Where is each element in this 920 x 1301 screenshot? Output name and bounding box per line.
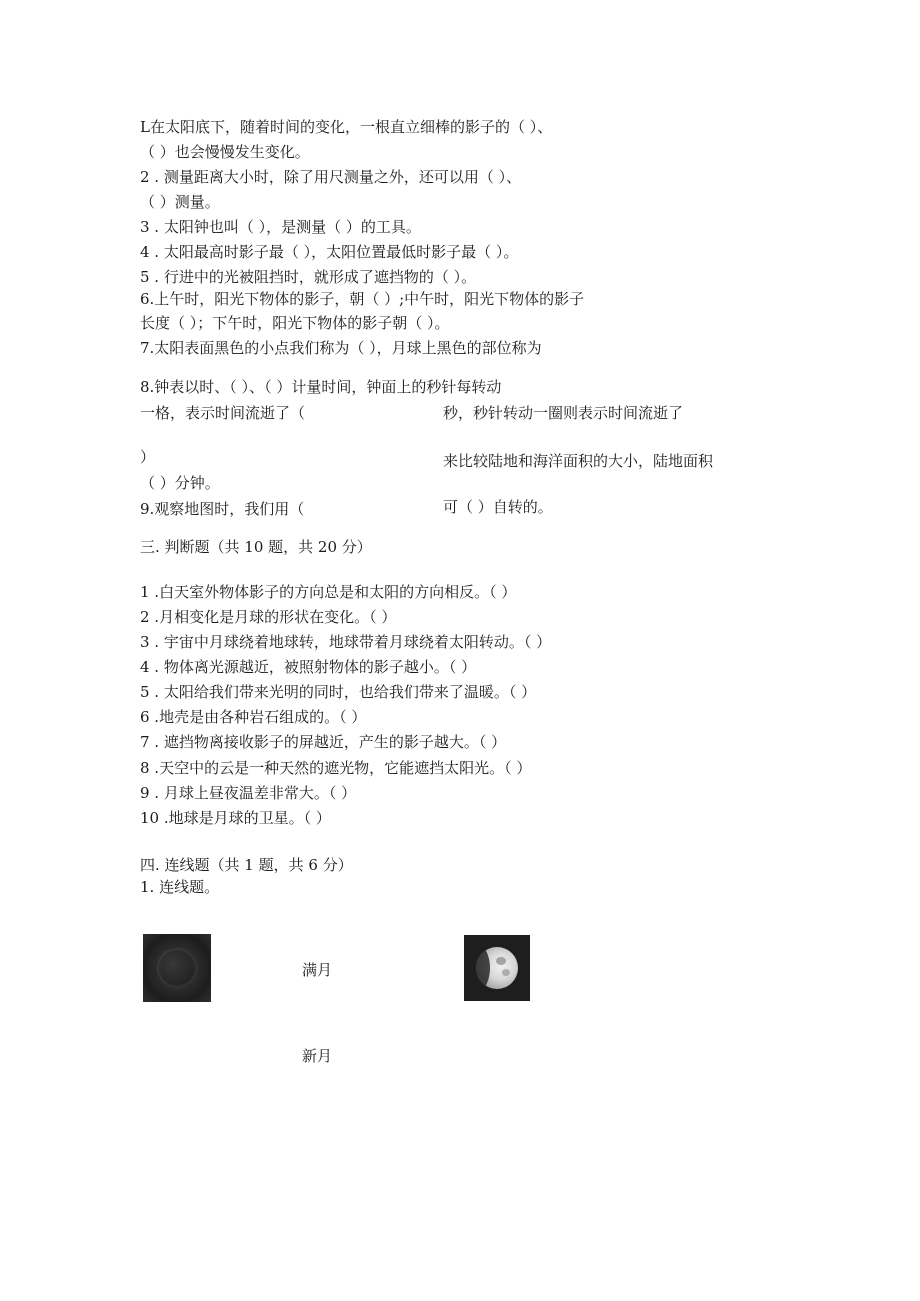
question-8-line-2-right: 秒，秒针转动一圈则表示时间流逝了: [443, 404, 684, 422]
question-7: 7.太阳表面黑色的小点我们称为（ ），月球上黑色的部位称为: [140, 339, 542, 357]
judge-item: 4 . 物体离光源越近，被照射物体的影子越小。（ ）: [140, 658, 477, 676]
question-3: 3 . 太阳钟也叫（ ），是测量（ ）的工具。: [140, 218, 421, 236]
matching-question: 1. 连线题。: [140, 878, 220, 896]
label-new-moon: 新月: [302, 1047, 333, 1065]
question-2-line-2: （ ）测量。: [140, 193, 220, 211]
judge-item: 9 . 月球上昼夜温差非常大。（ ）: [140, 784, 357, 802]
question-1-line-1: L在太阳底下，随着时间的变化，一根直立细棒的影子的（ ）、: [140, 118, 553, 136]
question-9-continuation: 来比较陆地和海洋面积的大小，陆地面积: [443, 452, 714, 470]
question-5: 5 . 行进中的光被阻挡时，就形成了遮挡物的（ ）。: [140, 268, 477, 286]
section-3-title: 三. 判断题（共 10 题，共 20 分）: [140, 538, 372, 556]
judge-item: 5 . 太阳给我们带来光明的同时，也给我们带来了温暖。（ ）: [140, 683, 537, 701]
question-1-line-2: （ ）也会慢慢发生变化。: [140, 143, 310, 161]
question-6-line-2: 长度（ ）；下午时，阳光下物体的影子朝（ ）。: [140, 314, 450, 332]
question-8-line-3: ）: [140, 448, 156, 466]
judge-item: 2 .月相变化是月球的形状在变化。（ ）: [140, 608, 397, 626]
question-4: 4 . 太阳最高时影子最（ ），太阳位置最低时影子最（ ）。: [140, 243, 519, 261]
judge-item: 7 . 遮挡物离接收影子的屏越近，产生的影子越大。（ ）: [140, 733, 507, 751]
judge-item: 8 .天空中的云是一种天然的遮光物，它能遮挡太阳光。（ ）: [140, 759, 532, 777]
judge-item: 10 .地球是月球的卫星。（ ）: [140, 809, 331, 827]
judge-item: 1 .白天室外物体影子的方向总是和太阳的方向相反。（ ）: [140, 583, 517, 601]
question-2-line-1: 2 . 测量距离大小时，除了用尺测量之外，还可以用（ ）、: [140, 168, 522, 186]
question-9-right: 可（ ）自转的。: [443, 498, 553, 516]
question-8-line-2-left: 一格，表示时间流逝了（: [140, 404, 306, 422]
question-9-left: 9.观察地图时，我们用（: [140, 500, 305, 518]
section-4-title: 四. 连线题（共 1 题，共 6 分）: [140, 856, 353, 874]
new-moon-photo: [143, 934, 211, 1002]
label-full-moon: 满月: [302, 961, 333, 979]
question-6-line-1: 6.上午时，阳光下物体的影子，朝（ ）;中午时，阳光下物体的影子: [140, 290, 585, 308]
full-moon-photo: [464, 935, 530, 1001]
judge-item: 3 . 宇宙中月球绕着地球转，地球带着月球绕着太阳转动。（ ）: [140, 633, 552, 651]
judge-item: 6 .地壳是由各种岩石组成的。（ ）: [140, 708, 367, 726]
question-8-line-4: （ ）分钟。: [140, 474, 220, 492]
question-8-line-1: 8.钟表以时、（ ）、（ ）计量时间，钟面上的秒针每转动: [140, 378, 502, 396]
